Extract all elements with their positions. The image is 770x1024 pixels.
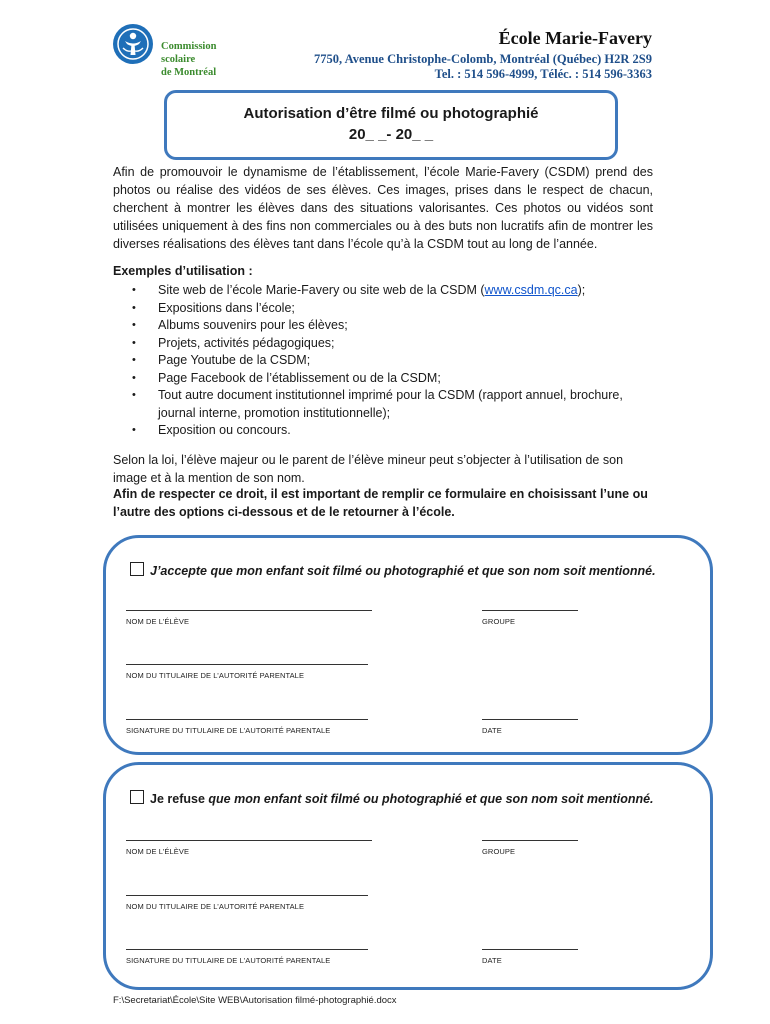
list-item: • Page Youtube de la CSDM; [113,352,658,370]
list-item: • Expositions dans l’école; [113,300,658,318]
examples-heading: Exemples d’utilisation : [113,264,253,278]
group-line[interactable] [482,610,578,611]
school-year: 20_ _- 20_ _ [348,126,434,143]
accept-checkbox[interactable] [130,562,144,576]
list-item: • Tout autre document institutionnel imprimé pour la CSDM (rapport annuel, brochure, journal interne, promotion institutionnelle); [113,387,658,422]
refuse-option-box [103,762,713,990]
list-item: • Albums souvenirs pour les élèves; [113,317,658,335]
law-paragraph: Selon la loi, l’élève majeur ou le parent de l’élève mineur peut s’objecter à l’utilisation de son image et à la mention de son nom. [113,453,624,485]
guardian-signature-line[interactable] [126,719,368,720]
list-item: • Projets, activités pédagogiques; [113,335,658,353]
group-line[interactable] [482,840,578,841]
school-address: 7750, Avenue Christophe-Colomb, Montréal (Québec) H2R 2S9 [314,52,652,66]
logo-text: Commission scolaire de Montréal [161,41,217,78]
accept-option-title: J’accepte que mon enfant soit filmé ou photographié et que son nom soit mentionné. [130,562,656,578]
group-label: GROUPE [482,617,516,626]
accept-option-box [103,535,713,755]
date-label: DATE [482,956,502,965]
instructions-paragraph: Afin de respecter ce droit, il est important de remplir ce formulaire en choisissant l’une ou l’autre des options ci-dessous et de le retourner à l’école. [113,487,648,519]
guardian-signature-label: SIGNATURE DU TITULAIRE DE L’AUTORITÉ PARENTALE [126,956,331,965]
student-name-label: NOM DE L’ÉLÈVE [126,847,190,856]
guardian-name-line[interactable] [126,664,368,665]
list-item: • Page Facebook de l’établissement ou de la CSDM; [113,370,658,388]
date-line[interactable] [482,949,578,950]
school-phone: Tel. : 514 596-4999, Téléc. : 514 596-3363 [434,67,652,81]
list-item: • Site web de l’école Marie-Favery ou site web de la CSDM (www.csdm.qc.ca); [113,282,658,300]
student-name-label: NOM DE L’ÉLÈVE [126,617,190,626]
guardian-name-line[interactable] [126,895,368,896]
file-path-footer: F:\Secretariat\École\Site WEB\Autorisation filmé-photographié.docx [113,995,397,1006]
csdm-website-link[interactable]: www.csdm.qc.ca [484,283,578,297]
date-label: DATE [482,726,502,735]
csdm-logo [113,24,233,76]
refuse-checkbox[interactable] [130,790,144,804]
school-name: École Marie-Favery [498,28,652,48]
title-box [164,90,618,160]
guardian-signature-label: SIGNATURE DU TITULAIRE DE L’AUTORITÉ PARENTALE [126,726,331,735]
document-title: Autorisation d’être filmé ou photographié [243,105,539,122]
guardian-name-label: NOM DU TITULAIRE DE L’AUTORITÉ PARENTALE [126,902,305,911]
guardian-signature-line[interactable] [126,949,368,950]
csdm-emblem-icon [113,24,153,64]
student-name-line[interactable] [126,840,372,841]
guardian-name-label: NOM DU TITULAIRE DE L’AUTORITÉ PARENTALE [126,671,305,680]
intro-paragraph: Afin de promouvoir le dynamisme de l’établissement, l’école Marie-Favery (CSDM) prend des photos ou réalise des vidéos de ses élèves. Ces images, prises dans le respect de chacun, cherchent à montrer les élèves dans des situations valorisantes. Ces photos ou vidéos sont utilisées uniquement à des fins non commerciales ou à des buts non lucratifs afin de montrer les diverses réalisations des élèves tant dans l’école qu’à la CSDM tout au long de l’année. [113,165,653,251]
examples-list [113,282,658,440]
refuse-option-title: Je refuse que mon enfant soit filmé ou photographié et que son nom soit mentionné. [130,790,654,806]
group-label: GROUPE [482,847,516,856]
list-item: • Exposition ou concours. [113,422,658,440]
date-line[interactable] [482,719,578,720]
student-name-line[interactable] [126,610,372,611]
